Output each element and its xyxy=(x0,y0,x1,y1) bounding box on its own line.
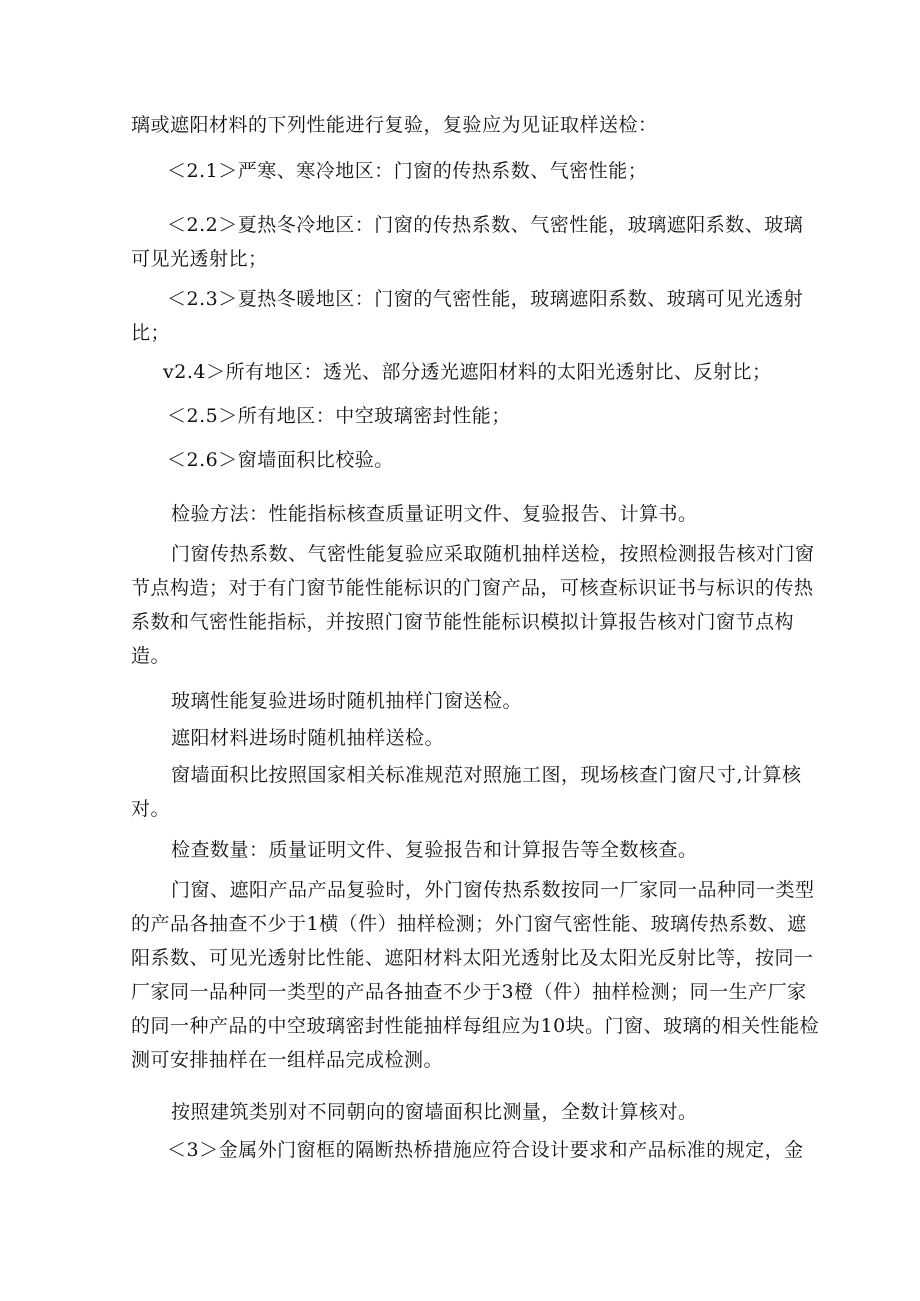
paragraph-item-3: ＜3＞金属外门窗框的隔断热桥措施应符合设计要求和产品标准的规定，金 xyxy=(167,1139,804,1161)
paragraph-intro: 璃或遮阳材料的下列性能进行复验，复验应为见证取样送检： xyxy=(131,114,658,136)
paragraph-window-test-method: 门窗传热系数、气密性能复验应采取随机抽样送检，按照检测报告核对门窗节点构造；对于有门窗节能性能标识的门窗产品，可核查标识证书与标识的传热系数和气密性能指标，并按照门窗节能性能标识模拟计算报告核对门窗节点构造。 xyxy=(131,543,815,667)
paragraph-shading-sampling: 遮阳材料进场时随机抽样送检。 xyxy=(171,727,445,749)
paragraph-2-1: ＜2.1＞严寒、寒冷地区：门窗的传热系数、气密性能； xyxy=(167,160,648,182)
paragraph-2-6: ＜2.6＞窗墙面积比校验。 xyxy=(167,449,394,471)
paragraph-sampling-quantities: 门窗、遮阳产品产品复验时，外门窗传热系数按同一厂家同一品种同一类型的产品各抽查不少于1横（件）抽样检测；外门窗气密性能、玻璃传热系数、遮阳系数、可见光透射比性能、遮阳材料太阳光透射比及太阳光反射比等，按同一厂家同一品种同一类型的产品各抽查不少于3橙（件）抽样检测；同一生产厂家的同一种产品的中空玻璃密封性能抽样每组应为10块。门窗、玻璃的相关性能检测可安排抽样在一组样品完成检测。 xyxy=(131,879,820,1071)
paragraph-window-wall-ratio: 窗墙面积比按照国家相关标准规范对照施工图，现场核查门窗尺寸,计算核对。 xyxy=(131,764,802,820)
paragraph-glass-sampling: 玻璃性能复验进场时随机抽样门窗送检。 xyxy=(171,690,523,712)
inspection-method-heading: 检验方法：性能指标核查质量证明文件、复验报告、计算书。 xyxy=(171,503,698,525)
inspection-quantity-heading: 检查数量：质量证明文件、复验报告和计算报告等全数核查。 xyxy=(171,839,698,861)
paragraph-2-3: ＜2.3＞夏热冬暖地区：门窗的气密性能，玻璃遮阳系数、玻璃可见光透射比； xyxy=(131,288,804,344)
paragraph-2-2: ＜2.2＞夏热冬冷地区：门窗的传热系数、气密性能，玻璃遮阳系数、玻璃可见光透射比； xyxy=(131,214,804,270)
paragraph-window-wall-measurement: 按照建筑类别对不同朝向的窗墙面积比测量，全数计算核对。 xyxy=(171,1101,698,1123)
paragraph-2-5: ＜2.5＞所有地区：中空玻璃密封性能； xyxy=(167,405,511,427)
paragraph-2-4: v2.4＞所有地区：透光、部分透光遮阳材料的太阳光透射比、反射比； xyxy=(163,361,772,383)
